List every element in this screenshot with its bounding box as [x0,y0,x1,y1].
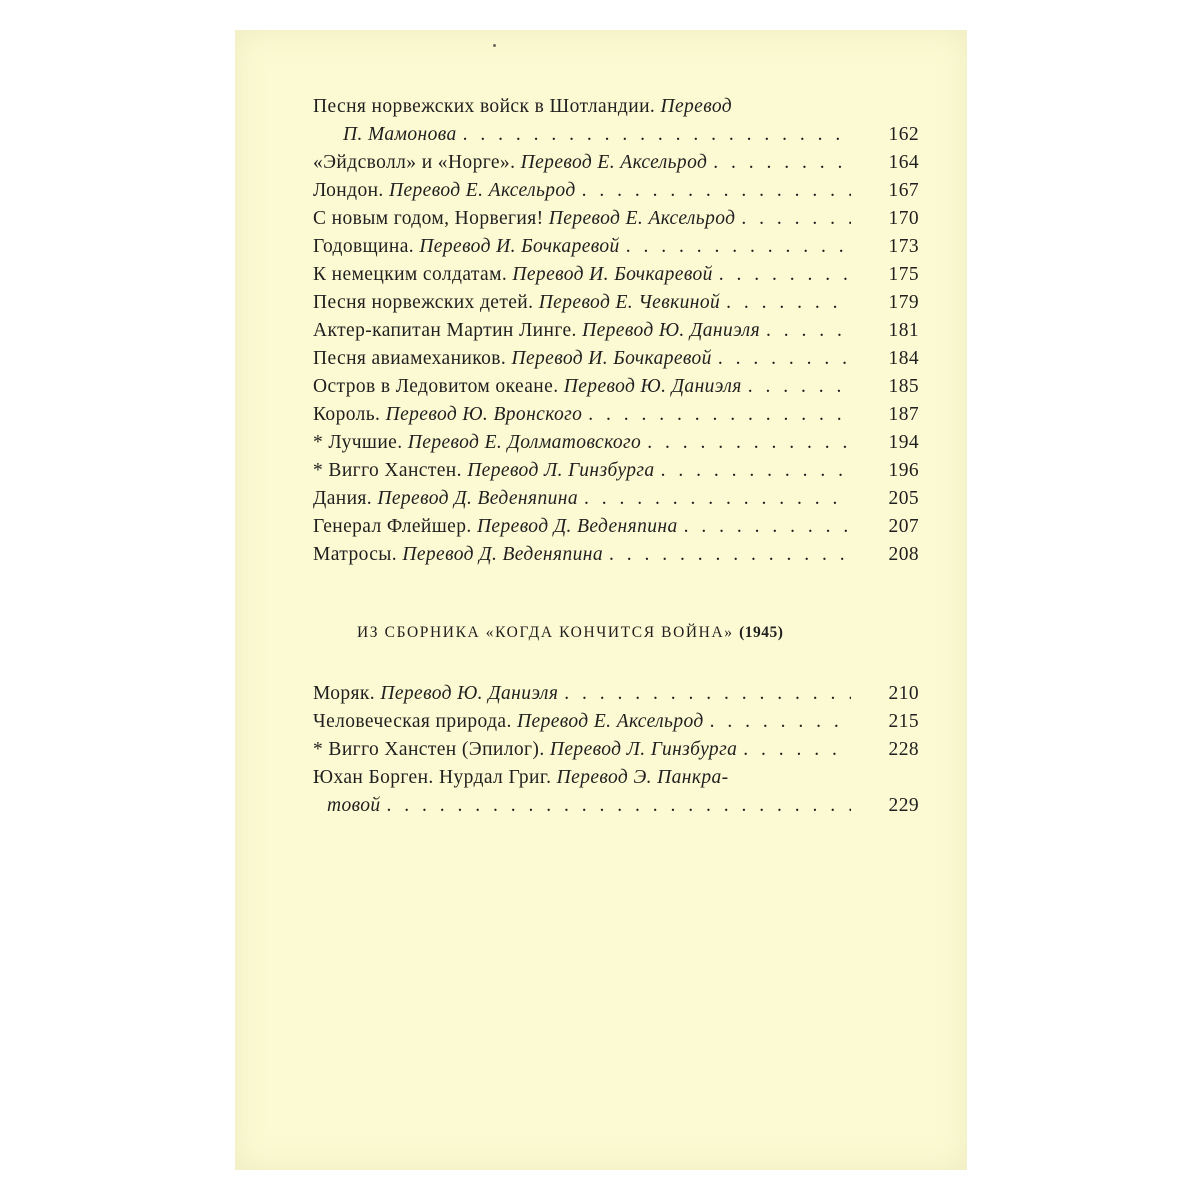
entry-title: Песня норвежских детей. [313,292,534,313]
entry-translator: Перевод Ю. Даниэля [380,683,559,704]
dot-leader [719,261,851,289]
dot-leader [743,736,851,764]
entry-translator: Перевод [660,96,732,117]
dot-leader [626,233,851,261]
entry-page-number: 207 [888,516,919,537]
dot-leader [684,513,851,541]
entry-translator: Перевод Е. Долматовского [407,432,642,453]
dot-leader [609,541,851,569]
toc-section-2 [313,680,919,820]
section-heading-year: (1945) [739,624,784,641]
entry-page-number: 196 [888,460,919,481]
entry-page-number: 215 [888,711,919,732]
entry-title: Генерал Флейшер. [313,516,472,537]
dot-leader [726,289,851,317]
dot-leader [661,457,851,485]
toc-entry [313,457,919,485]
entry-page-number: 210 [888,683,919,704]
toc-entry [313,764,919,820]
entry-translator: Перевод Ю. Даниэля [582,320,761,341]
toc-entry [313,429,919,457]
entry-title: * Вигго Ханстен (Эпилог). [313,739,545,760]
entry-translator: Перевод И. Бочкаревой [512,264,713,285]
entry-title: Лондон. [313,180,384,201]
toc-entry [313,233,919,261]
entry-translator: Перевод И. Бочкаревой [419,236,620,257]
entry-translator: Перевод Л. Гинзбурга [549,739,738,760]
entry-translator: Перевод Д. Веденяпина [476,516,678,537]
toc-entry [313,541,919,569]
dot-leader [713,149,851,177]
toc-entry [313,93,919,149]
dot-leader [564,680,851,708]
entry-title: Песня норвежских войск в Шотландии. [313,96,656,117]
entry-title: Матросы. [313,544,398,565]
entry-page-number: 185 [888,376,919,397]
entry-title: «Эйдсволл» и «Норге». [313,152,516,173]
entry-title: Годовщина. [313,236,415,257]
entry-page-number: 208 [888,544,919,565]
dot-leader [741,205,851,233]
entry-title: Моряк. [313,683,376,704]
dot-leader [710,708,851,736]
toc-entry [313,149,919,177]
entry-page-number: 205 [888,488,919,509]
entry-page-number: 167 [888,180,919,201]
toc-entry [313,261,919,289]
entry-translator: Перевод Э. Панкра- [556,767,729,788]
entry-title: Дания. [313,488,373,509]
entry-translator: Перевод Д. Веденяпина [377,488,578,509]
entry-page-number: 228 [888,739,919,760]
toc-entry [313,317,919,345]
section-heading-text: ИЗ СБОРНИКА «КОГДА КОНЧИТСЯ ВОЙНА» [357,624,734,641]
entry-page-number: 181 [888,320,919,341]
toc-entry [313,289,919,317]
entry-page-number: 173 [888,236,919,257]
entry-page-number: 194 [888,432,919,453]
dot-leader [748,373,851,401]
paper-speck [493,44,496,47]
entry-page-number: 229 [888,795,919,816]
toc-entry [313,373,919,401]
entry-title: Человеческая природа. [313,711,512,732]
entry-translator: Перевод Е. Аксельрод [517,711,704,732]
entry-title: * Вигго Ханстен. [313,460,462,481]
entry-title: К немецким солдатам. [313,264,508,285]
toc-entry [313,513,919,541]
entry-translator: Перевод Д. Веденяпина [402,544,603,565]
dot-leader [647,429,851,457]
entry-title: * Лучшие. [313,432,403,453]
entry-translator: Перевод Е. Аксельрод [389,180,576,201]
dot-leader [582,177,851,205]
toc-entry [313,205,919,233]
section-heading [357,624,783,642]
entry-title: Песня авиамехаников. [313,348,507,369]
entry-page-number: 179 [888,292,919,313]
entry-translator: Перевод Ю. Даниэля [563,376,742,397]
entry-translator: Перевод Е. Аксельрод [548,208,736,229]
entry-page-number: 175 [888,264,919,285]
entry-title: Актер-капитан Мартин Линге. [313,320,577,341]
toc-entry [313,345,919,373]
entry-title: Король. [313,404,381,425]
dot-leader [588,401,851,429]
entry-title: Юхан Борген. Нурдал Григ. [313,767,552,788]
dot-leader [387,792,851,820]
entry-translator: Перевод Е. Аксельрод [520,152,708,173]
entry-page-number: 170 [888,208,919,229]
toc-entry [313,401,919,429]
entry-translator: Перевод Л. Гинзбурга [467,460,655,481]
book-page [235,30,967,1170]
entry-translator: Перевод Е. Чевкиной [538,292,721,313]
entry-title: Остров в Ледовитом океане. [313,376,559,397]
dot-leader [584,485,851,513]
toc-entry [313,177,919,205]
entry-translator: Перевод И. Бочкаревой [511,348,712,369]
toc-section-1 [313,93,919,569]
toc-entry [313,485,919,513]
entry-page-number: 187 [888,404,919,425]
dot-leader [766,317,851,345]
dot-leader [463,121,851,149]
entry-translator: Перевод Ю. Вронского [385,404,583,425]
toc-entry [313,708,919,736]
entry-page-number: 164 [888,152,919,173]
toc-entry [313,680,919,708]
entry-translator-continued: товой [327,795,381,816]
entry-title: С новым годом, Норвегия! [313,208,544,229]
dot-leader [718,345,851,373]
entry-page-number: 184 [888,348,919,369]
entry-translator-continued: П. Мамонова [343,124,457,145]
toc-entry [313,736,919,764]
entry-page-number: 162 [888,124,919,145]
